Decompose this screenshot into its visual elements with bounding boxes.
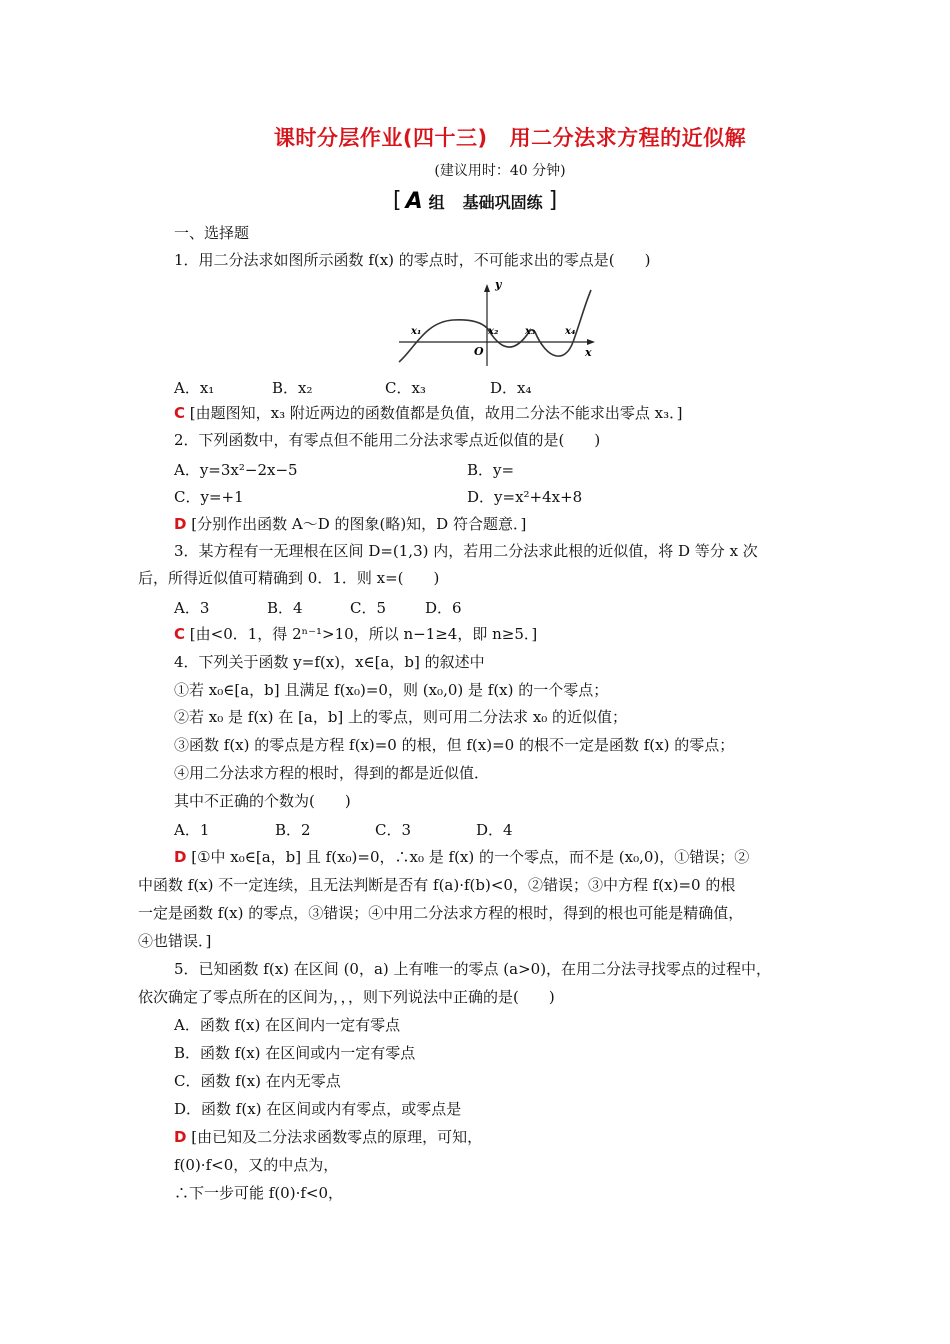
section-heading: 一、选择题 bbox=[174, 224, 250, 242]
q2-option-d: D．y=x²+4x+8 bbox=[467, 488, 583, 506]
origin-label: O bbox=[474, 345, 484, 358]
q3-option-c: C．5 bbox=[350, 599, 387, 617]
q5-option-a: A．函数 f(x) 在区间内一定有零点 bbox=[174, 1016, 401, 1034]
x3-label: x₃ bbox=[525, 326, 536, 337]
q4-option-a: A．1 bbox=[174, 821, 210, 839]
group-label: 组 bbox=[428, 192, 445, 212]
q2-stem: 2．下列函数中，有零点但不能用二分法求零点近似值的是( ) bbox=[174, 431, 601, 449]
y-axis-arrow bbox=[484, 284, 490, 292]
q4-item-3: ③函数 f(x) 的零点是方程 f(x)=0 的根，但 f(x)=0 的根不一定是函数 f(x) 的零点； bbox=[174, 736, 735, 754]
q4-ask: 其中不正确的个数为( ) bbox=[174, 792, 351, 810]
group-letter: A bbox=[405, 188, 423, 214]
title-part2: 用二分法求方程的近似解 bbox=[509, 126, 747, 150]
group-heading bbox=[393, 188, 557, 214]
q4-stem: 4．下列关于函数 y=f(x)，x∈[a，b] 的叙述中 bbox=[174, 653, 485, 671]
q3-answer: C bbox=[174, 625, 186, 643]
q1-function-graph bbox=[395, 282, 605, 368]
q4-option-c: C．3 bbox=[375, 821, 412, 839]
page-title bbox=[0, 122, 950, 152]
title-part1: 课时分层作业(四十三) bbox=[273, 126, 488, 150]
q4-solution-line1 bbox=[174, 847, 749, 867]
q4-answer: D bbox=[174, 848, 187, 866]
right-bracket: ] bbox=[548, 188, 558, 213]
q5-stem-line1: 5．已知函数 f(x) 在区间 (0，a) 上有唯一的零点 (a>0)，在用二分法寻找零点的过程中， bbox=[174, 960, 772, 978]
x1-label: x₁ bbox=[411, 326, 422, 337]
q2-option-a: A．y=3x²−2x−5 bbox=[174, 461, 298, 479]
q1-option-a: A．x₁ bbox=[174, 379, 215, 397]
q3-stem-line2: 后，所得近似值可精确到 0．1．则 x=( ) bbox=[138, 569, 440, 587]
q2-option-b: B．y= bbox=[467, 461, 515, 479]
q5-option-d: D．函数 f(x) 在区间或内有零点，或零点是 bbox=[174, 1100, 462, 1118]
q1-answer: C bbox=[174, 404, 186, 422]
q4-item-4: ④用二分法求方程的根时，得到的都是近似值． bbox=[174, 764, 490, 782]
q5-solution-line3: ∴下一步可能 f(0)·f<0， bbox=[174, 1184, 343, 1202]
q4-option-b: B．2 bbox=[275, 821, 311, 839]
x4-label: x₄ bbox=[565, 326, 576, 337]
q3-explain: [由<0．1，得 2ⁿ⁻¹>10，所以 n−1≥4，即 n≥5．] bbox=[189, 625, 538, 643]
group-name: 基础巩固练 bbox=[462, 192, 543, 212]
q3-option-a: A．3 bbox=[174, 599, 210, 617]
x-label: x bbox=[585, 346, 592, 359]
q1-explain: [由题图知，x₃ 附近两边的函数值都是负值，故用二分法不能求出零点 x₃．] bbox=[189, 404, 683, 422]
q1-solution bbox=[174, 403, 683, 423]
q2-answer: D bbox=[174, 515, 187, 533]
q4-solution-line2: 中函数 f(x) 不一定连续，且无法判断是否有 f(a)·f(b)<0，②错误；③中方程 f(x)=0 的根 bbox=[138, 876, 736, 894]
q2-option-c: C．y=+1 bbox=[174, 488, 244, 506]
q5-option-c: C．函数 f(x) 在内无零点 bbox=[174, 1072, 341, 1090]
x-axis-arrow bbox=[587, 339, 595, 345]
q2-solution bbox=[174, 514, 526, 534]
subtitle: (建议用时：40 分钟) bbox=[434, 163, 566, 179]
q2-explain: [分别作出函数 A～D 的图象(略)知，D 符合题意．] bbox=[191, 515, 527, 533]
q5-explain-1: [由已知及二分法求函数零点的原理，可知， bbox=[191, 1128, 483, 1146]
left-bracket: [ bbox=[393, 188, 402, 213]
q5-solution-line2: f(0)·f<0，又的中点为， bbox=[174, 1156, 339, 1174]
q4-solution-line3: 一定是函数 f(x) 的零点，③错误；④中用二分法求方程的根时，得到的根也可能是精确值， bbox=[138, 904, 744, 922]
q3-stem-line1: 3．某方程有一无理根在区间 D=(1,3) 内，若用二分法求此根的近似值，将 D 等分 x 次 bbox=[174, 542, 758, 560]
x2-label: x₂ bbox=[488, 326, 499, 337]
y-label: y bbox=[495, 282, 502, 291]
q1-stem: 1．用二分法求如图所示函数 f(x) 的零点时，不可能求出的零点是( ) bbox=[174, 251, 651, 269]
q4-explain-1: [①中 x₀∈[a，b] 且 f(x₀)=0，∴x₀ 是 f(x) 的一个零点，而不是 (x₀,0)，①错误；② bbox=[191, 848, 750, 866]
q5-stem-line2: 依次确定了零点所在的区间为，，，则下列说法中正确的是( ) bbox=[138, 988, 555, 1006]
q4-item-1: ①若 x₀∈[a，b] 且满足 f(x₀)=0，则 (x₀,0) 是 f(x) 的一个零点； bbox=[174, 681, 609, 699]
q5-answer: D bbox=[174, 1128, 187, 1146]
q4-item-2: ②若 x₀ 是 f(x) 在 [a，b] 上的零点，则可用二分法求 x₀ 的近似值； bbox=[174, 708, 628, 726]
q1-option-c: C．x₃ bbox=[385, 379, 426, 397]
q3-solution bbox=[174, 624, 537, 644]
q5-solution-line1 bbox=[174, 1127, 482, 1147]
q1-option-d: D．x₄ bbox=[490, 379, 532, 397]
q3-option-d: D．6 bbox=[425, 599, 462, 617]
q4-solution-line4: ④也错误．] bbox=[138, 932, 212, 950]
q3-option-b: B．4 bbox=[267, 599, 303, 617]
q5-option-b: B．函数 f(x) 在区间或内一定有零点 bbox=[174, 1044, 416, 1062]
q4-option-d: D．4 bbox=[476, 821, 513, 839]
q1-option-b: B．x₂ bbox=[272, 379, 313, 397]
